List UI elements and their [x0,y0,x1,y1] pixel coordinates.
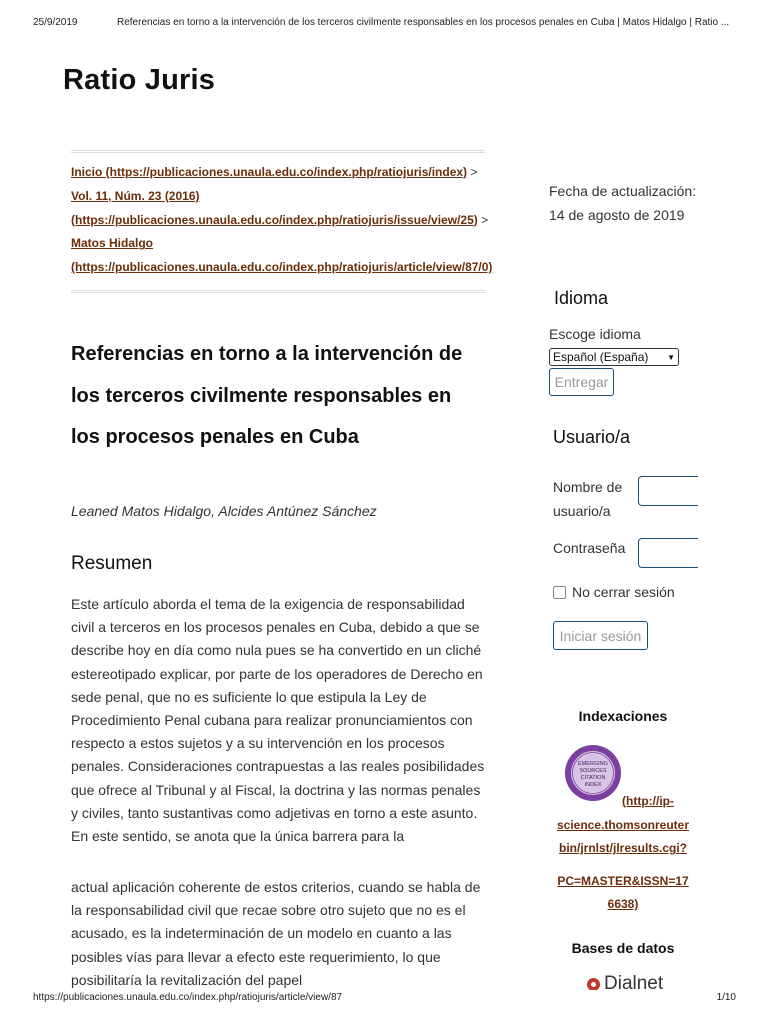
dialnet-logo-text: Dialnet [604,973,664,990]
breadcrumb [71,150,493,293]
seal-text-line: EMERGING [578,761,608,767]
dialnet-logo[interactable] [587,973,663,990]
indexing-link-line[interactable]: science.thomsonreuter [556,817,690,832]
print-page-number: 1/10 [716,992,736,1003]
indexing-heading: Indexaciones [578,708,668,724]
indexing-link-line[interactable]: (http://ip- [622,794,674,808]
username-input[interactable] [638,476,698,506]
breadcrumb-issue-link[interactable]: Vol. 11, Núm. 23 (2016) [71,188,200,203]
language-label: Escoge idioma [549,326,641,342]
breadcrumb-issue-url[interactable]: (https://publicaciones.unaula.edu.co/index.php/ratiojuris/issue/view/25) [71,212,478,227]
user-heading: Usuario/a [553,427,631,447]
indexing-link-line[interactable]: PC=MASTER&ISSN=17 [557,873,689,888]
print-date: 25/9/2019 [33,17,78,28]
breadcrumb-separator: > [470,165,478,179]
indexing-link[interactable] [538,790,708,911]
language-select[interactable] [549,348,679,366]
password-input[interactable] [638,538,698,568]
submit-language-button[interactable]: Entregar [549,368,614,396]
language-heading: Idioma [554,288,609,308]
last-updated: Fecha de actualización: 14 de agosto de 2019 [549,183,697,223]
abstract-heading: Resumen [71,553,153,574]
seal-text-line: CITATION [580,775,606,781]
site-title[interactable]: Ratio Juris [63,64,216,96]
login-button[interactable]: Iniciar sesión [553,621,648,650]
print-footer [33,992,736,1003]
abstract-text-continued: actual aplicación coherente de estos criterios, cuando se habla de la responsabilidad civil que recae sobre otro sujeto que no es el acusado, es la indeterminación de un modelo en cuanto a las posibles vías para llevar a efecto este requerimiento, lo que posibilitaría la revitalización del papel [71,879,481,988]
breadcrumb-article-url[interactable]: (https://publicaciones.unaula.edu.co/index.php/ratiojuris/article/view/87/0) [71,260,493,275]
breadcrumb-author-link[interactable]: Matos Hidalgo [71,236,154,251]
abstract-text: Este artículo aborda el tema de la exigencia de responsabilidad civil a terceros en los procesos penales en Cuba, debido a que se describe hoy en día como nula pues se ha convertido en un cliché estereotipado explicar, por parte de los operadores de Derecho en sede penal, que no es suficiente lo que estipula la Ley de Procedimiento Penal cubana para realizar pronunciamientos con respecto a estos sujetos y a su intervención en los procesos penales. Consideraciones contrapuestas a las reales posibilidades que ofrece al Tribunal y al Fiscal, la doctrina y las normas penales y civiles, tanto sustantivas como adjetivas en torno a este asunto. En este sentido, se anota que la única barrera para la [71,596,485,845]
chevron-down-icon: ▼ [667,352,675,362]
breadcrumb-separator: > [481,212,489,227]
print-footer-url: https://publicaciones.unaula.edu.co/index.php/ratiojuris/article/view/87 [33,992,343,1003]
remember-me-row [553,584,675,600]
password-label: Contraseña [553,540,626,556]
indexing-link-line[interactable]: 6638) [607,897,639,911]
remember-me-label: No cerrar sesión [572,584,675,600]
seal-text-line: SOURCES [579,768,607,774]
article-authors: Leaned Matos Hidalgo, Alcides Antúnez Sánchez [71,503,377,519]
seal-text-line: INDEX [584,782,602,788]
dialnet-logo-icon [587,978,600,990]
article-title: Referencias en torno a la intervención de los terceros civilmente responsables en los procesos penales en Cuba [71,343,463,448]
indexing-link-line[interactable]: bin/jrnlst/jlresults.cgi? [558,841,688,855]
username-label: Nombre de usuario/a [553,479,623,519]
breadcrumb-home-link[interactable]: Inicio (https://publicaciones.unaula.edu.co/index.php/ratiojuris/index) [71,165,468,179]
print-title: Referencias en torno a la intervención de los terceros civilmente responsables en los procesos penales en Cuba | Matos Hidalgo | Ratio ... [117,17,730,28]
language-selected-value: Español (España) [553,350,649,364]
remember-me-checkbox[interactable] [553,586,566,599]
databases-heading: Bases de datos [571,940,675,956]
